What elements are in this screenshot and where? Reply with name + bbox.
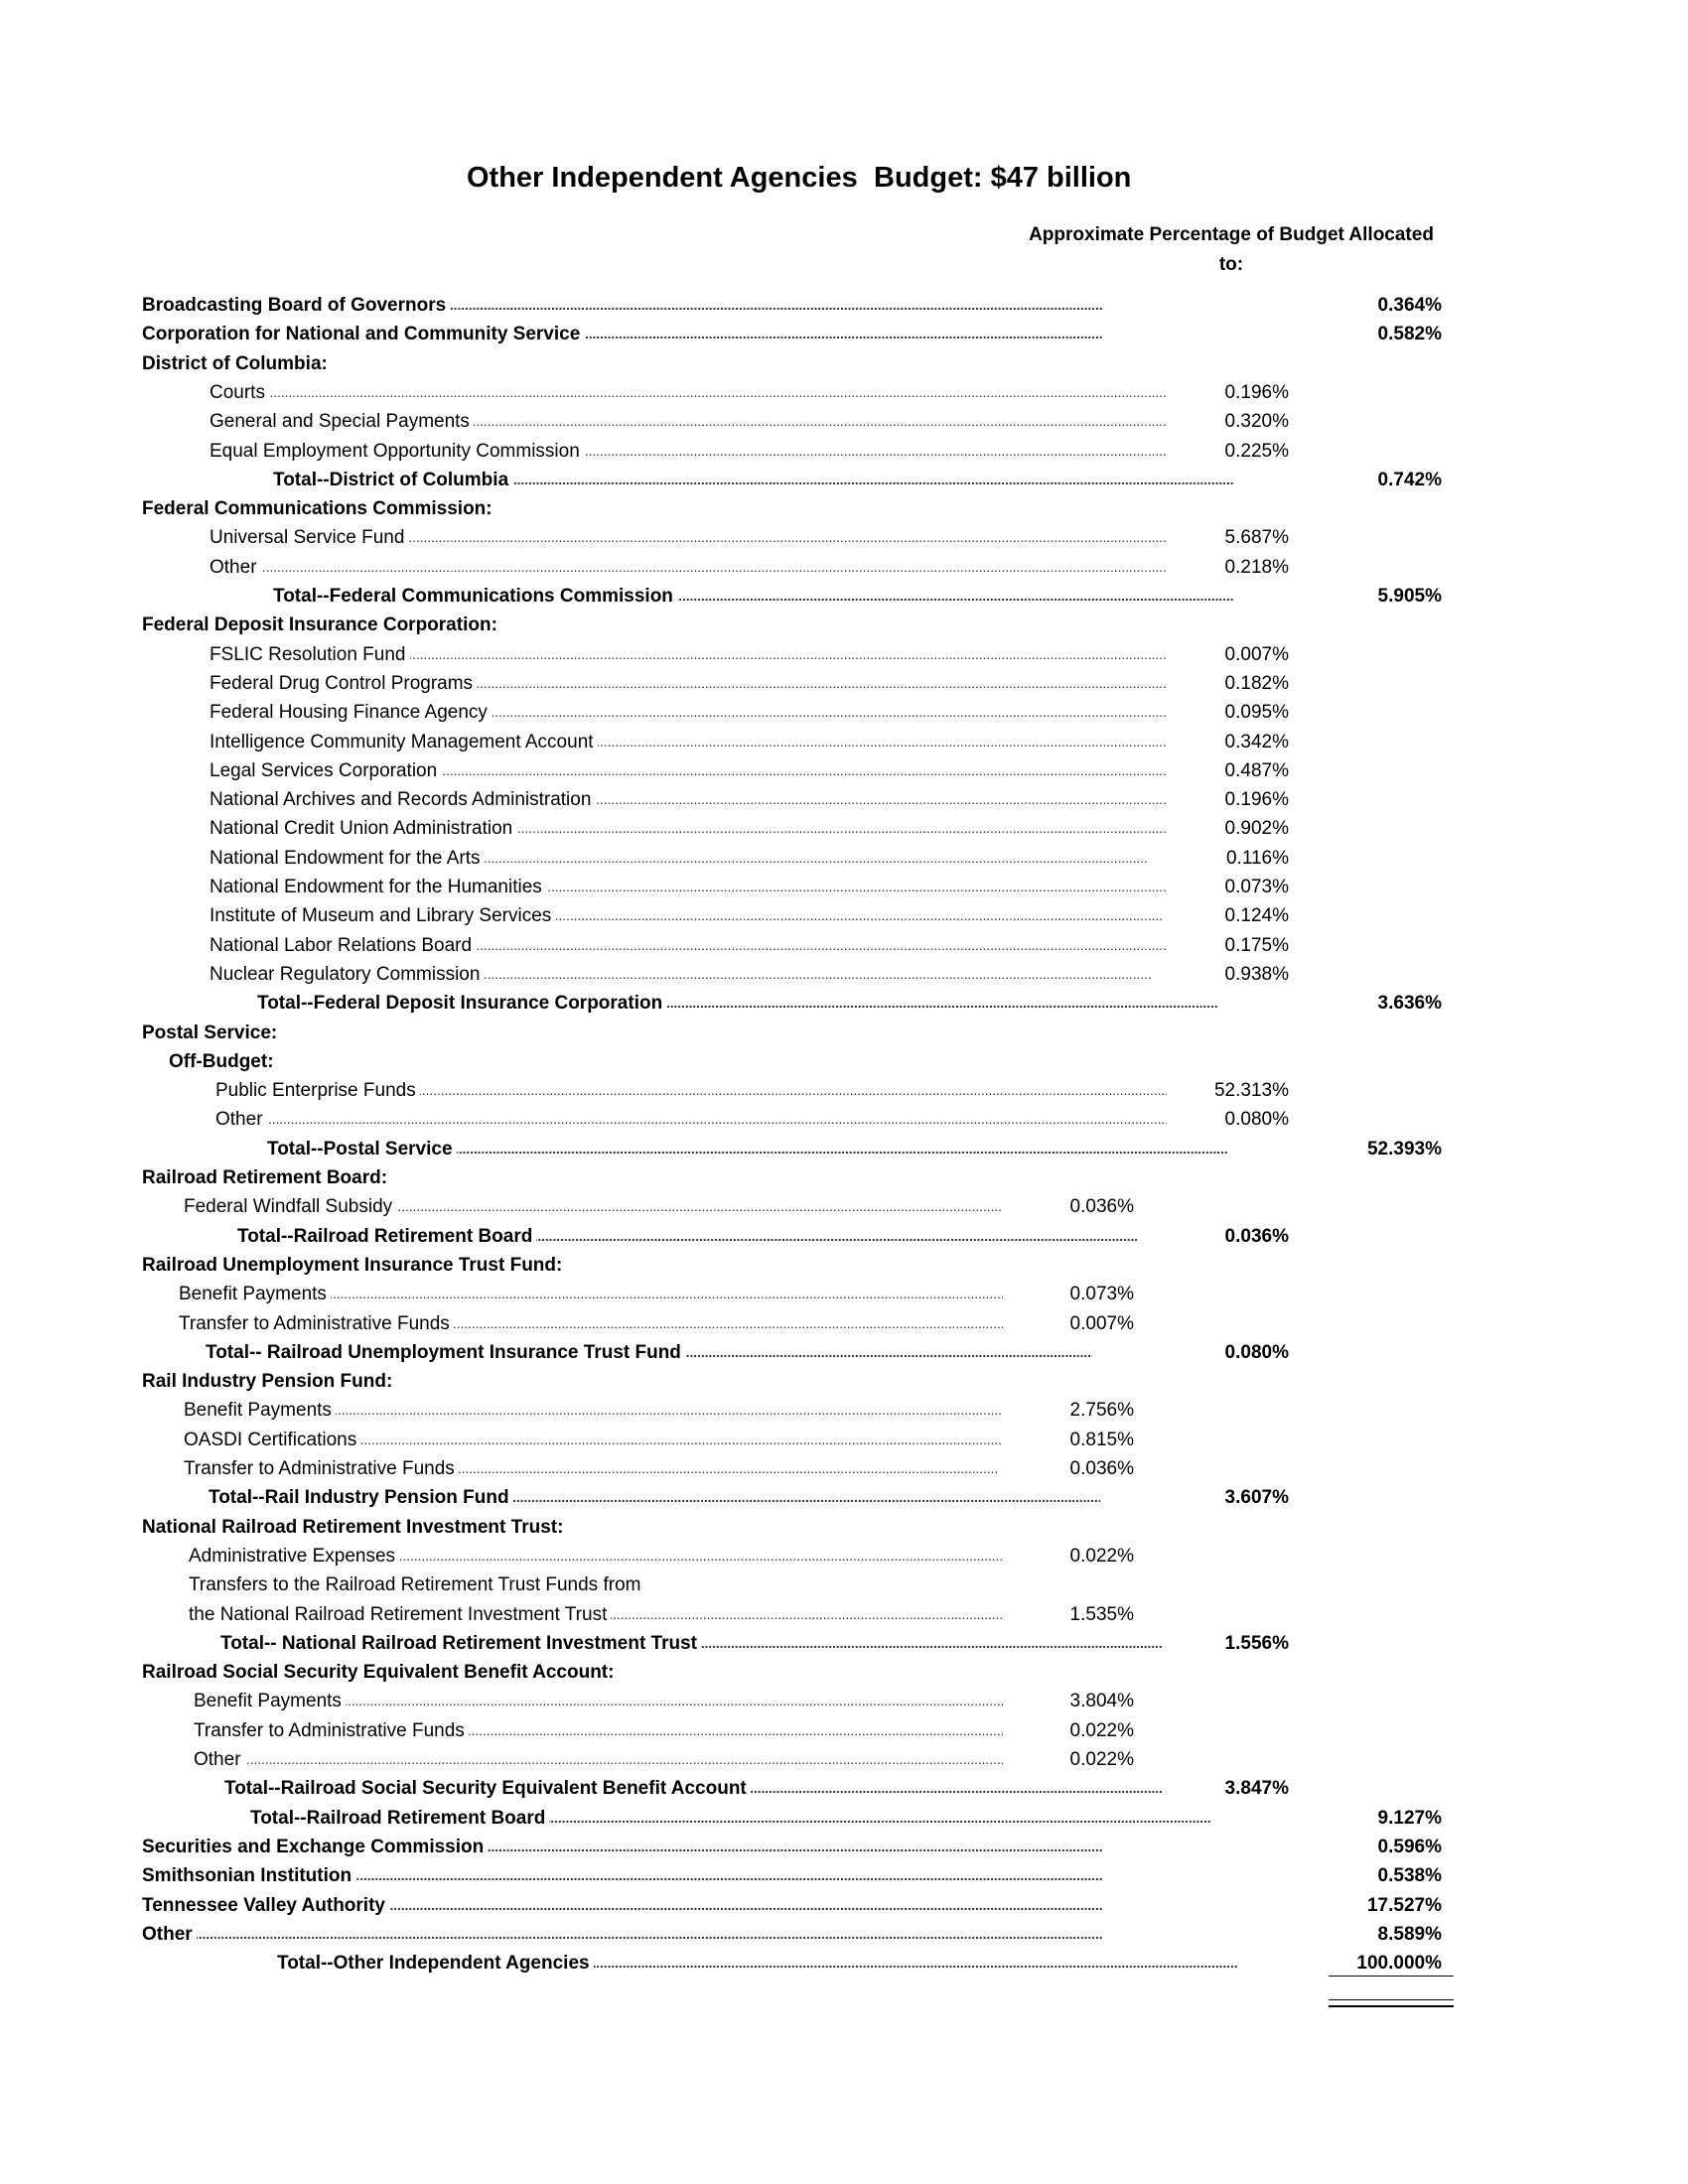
row-label-text: Administrative Expenses <box>189 1546 399 1567</box>
table-row <box>0 1396 1688 1425</box>
row-label <box>210 378 1167 407</box>
table-row <box>0 1280 1688 1308</box>
table-row <box>0 669 1688 698</box>
row-percentage: 3.636% <box>1377 993 1442 1014</box>
table-row <box>0 1426 1688 1454</box>
row-label <box>142 1251 1291 1280</box>
table-row <box>0 1774 1688 1803</box>
row-label <box>210 669 1167 698</box>
table-row <box>0 1920 1688 1949</box>
table-row <box>0 640 1688 669</box>
table-row <box>0 582 1688 611</box>
table-row <box>0 378 1688 407</box>
row-label <box>250 1804 1311 1833</box>
table-row <box>0 1338 1688 1367</box>
row-label <box>189 1600 1003 1629</box>
row-label <box>210 814 1167 843</box>
row-percentage: 0.022% <box>1069 1546 1134 1567</box>
row-percentage: 0.902% <box>1224 818 1289 839</box>
row-percentage: 9.127% <box>1377 1808 1442 1829</box>
table-row <box>0 1949 1688 1978</box>
row-percentage: 0.742% <box>1377 470 1442 490</box>
row-label-text: Institute of Museum and Library Services <box>210 905 555 926</box>
table-row <box>0 349 1688 378</box>
total-double-rule <box>1329 1999 1454 2007</box>
row-label <box>210 756 1167 785</box>
row-label-text: Total-- Railroad Unemployment Insurance Trust Fund <box>206 1342 685 1363</box>
total-rule-top <box>1329 1976 1454 1977</box>
row-label-text: Benefit Payments <box>179 1284 331 1304</box>
row-percentage: 0.487% <box>1224 760 1289 781</box>
row-label <box>273 582 1311 611</box>
row-label <box>142 1367 1291 1396</box>
row-label <box>209 1483 1100 1512</box>
row-label <box>210 901 1162 930</box>
row-percentage: 0.538% <box>1377 1865 1442 1886</box>
title-budget: Budget: $47 billion <box>874 162 1132 194</box>
row-percentage: 0.036% <box>1069 1196 1134 1217</box>
row-percentage: 0.022% <box>1069 1720 1134 1741</box>
row-percentage: 3.804% <box>1069 1691 1134 1711</box>
column-header <box>993 220 1470 280</box>
row-label-text: Transfer to Administrative Funds <box>179 1313 454 1334</box>
table-row <box>0 1745 1688 1774</box>
row-label-text: Total--Railroad Retirement Board <box>237 1226 536 1247</box>
row-label-text: Equal Employment Opportunity Commission <box>210 441 584 462</box>
row-label-text: National Credit Union Administration <box>210 818 516 839</box>
row-label-text: Federal Drug Control Programs <box>210 673 477 694</box>
row-label-text: Federal Communications Commission: <box>142 498 496 519</box>
table-row <box>0 1600 1688 1629</box>
table-row <box>0 1687 1688 1715</box>
table-row <box>0 989 1688 1018</box>
row-percentage: 0.182% <box>1224 673 1289 694</box>
table-row <box>0 901 1688 930</box>
table-row <box>0 1163 1688 1192</box>
table-row <box>0 1833 1688 1861</box>
row-percentage: 0.036% <box>1069 1458 1134 1479</box>
table-row <box>0 1135 1688 1163</box>
table-row <box>0 1891 1688 1920</box>
row-label-text: National Archives and Records Administration <box>210 789 595 810</box>
table-row <box>0 1367 1688 1396</box>
row-label-text: Total--Federal Communications Commission <box>273 586 677 607</box>
row-label <box>184 1426 1003 1454</box>
row-label <box>210 698 1167 727</box>
row-percentage: 0.342% <box>1224 732 1289 752</box>
row-label <box>224 1774 1162 1803</box>
row-label <box>189 1542 1003 1570</box>
row-percentage: 5.687% <box>1224 527 1289 548</box>
column-header-line1: Approximate Percentage of Budget Allocated <box>1029 224 1434 245</box>
row-label <box>215 1105 1167 1134</box>
table-row <box>0 1658 1688 1687</box>
row-label <box>206 1338 1092 1367</box>
row-label-text: National Endowment for the Arts <box>210 848 484 869</box>
row-label <box>215 1076 1167 1105</box>
table-row <box>0 1192 1688 1221</box>
row-percentage: 0.175% <box>1224 935 1289 956</box>
row-label-text: Other <box>194 1749 245 1770</box>
row-percentage: 0.116% <box>1225 848 1289 869</box>
row-label-text: National Endowment for the Humanities <box>210 877 546 897</box>
row-label-text: Total--District of Columbia <box>273 470 512 490</box>
row-label-text: Rail Industry Pension Fund: <box>142 1371 396 1392</box>
row-label <box>194 1716 1003 1745</box>
row-label <box>210 873 1167 901</box>
row-percentage: 3.607% <box>1224 1487 1289 1508</box>
row-label <box>142 1019 1291 1047</box>
row-label-text: Courts <box>210 382 269 403</box>
row-percentage: 0.196% <box>1224 789 1289 810</box>
row-label-text: Total--Railroad Retirement Board <box>250 1808 549 1829</box>
table-row <box>0 407 1688 436</box>
table-row <box>0 1105 1688 1134</box>
row-label <box>142 291 1311 320</box>
row-percentage: 52.313% <box>1213 1080 1289 1101</box>
row-label-text: Federal Windfall Subsidy <box>184 1196 396 1217</box>
row-label <box>142 494 1291 523</box>
table-row <box>0 466 1688 494</box>
row-percentage: 17.527% <box>1366 1895 1442 1916</box>
row-label-text: Corporation for National and Community Service <box>142 324 584 344</box>
table-row <box>0 437 1688 466</box>
row-label-text: Securities and Exchange Commission <box>142 1837 488 1857</box>
row-label-text: General and Special Payments <box>210 411 474 432</box>
row-label <box>210 407 1167 436</box>
row-label <box>210 553 1167 582</box>
table-row <box>0 1483 1688 1512</box>
row-percentage: 0.007% <box>1069 1313 1134 1334</box>
table-row <box>0 523 1688 552</box>
row-label-text: Total-- National Railroad Retirement Investment Trust <box>220 1633 701 1654</box>
row-label <box>210 960 1152 989</box>
table-row <box>0 553 1688 582</box>
row-label <box>142 349 1291 378</box>
table-row <box>0 728 1688 756</box>
table-row <box>0 494 1688 523</box>
table-row <box>0 1019 1688 1047</box>
row-label-text: Nuclear Regulatory Commission <box>210 964 484 985</box>
row-label-text: National Railroad Retirement Investment Trust: <box>142 1517 567 1538</box>
row-percentage: 0.196% <box>1224 382 1289 403</box>
row-label <box>142 1861 1311 1890</box>
row-label-text: Other <box>142 1924 197 1945</box>
row-label-text: Off-Budget: <box>169 1051 278 1072</box>
row-label <box>277 1949 1311 1978</box>
table-row <box>0 291 1688 320</box>
row-label-text: Benefit Payments <box>194 1691 346 1711</box>
row-label-text: OASDI Certifications <box>184 1430 360 1450</box>
table-row <box>0 1513 1688 1542</box>
row-label-text: Total--Federal Deposit Insurance Corporation <box>257 993 666 1014</box>
row-label <box>142 1658 1291 1687</box>
row-label <box>210 523 1167 552</box>
row-label <box>179 1309 1003 1338</box>
row-label <box>210 728 1167 756</box>
row-label <box>210 931 1167 960</box>
row-label <box>210 844 1147 873</box>
row-label-text: Railroad Unemployment Insurance Trust Fund: <box>142 1255 566 1276</box>
row-percentage: 3.847% <box>1224 1778 1289 1799</box>
row-label <box>189 1570 1291 1599</box>
row-label-text: Total--Postal Service <box>267 1139 457 1160</box>
row-label-text: Transfer to Administrative Funds <box>194 1720 469 1741</box>
row-label <box>184 1396 1003 1425</box>
row-label-text: Federal Housing Finance Agency <box>210 702 492 723</box>
table-row <box>0 873 1688 901</box>
row-percentage: 2.756% <box>1069 1400 1134 1421</box>
row-percentage: 0.938% <box>1224 964 1289 985</box>
table-row <box>0 611 1688 639</box>
row-label-text: Benefit Payments <box>184 1400 336 1421</box>
table-row <box>0 931 1688 960</box>
row-label-text: Total--Rail Industry Pension Fund <box>209 1487 513 1508</box>
row-percentage: 0.124% <box>1224 905 1289 926</box>
row-percentage: 0.596% <box>1377 1837 1442 1857</box>
table-row <box>0 1570 1688 1599</box>
row-percentage: 0.073% <box>1224 877 1289 897</box>
row-percentage: 0.080% <box>1224 1109 1289 1130</box>
table-row <box>0 1076 1688 1105</box>
column-header-line2: to: <box>1218 254 1244 275</box>
table-row <box>0 1251 1688 1280</box>
table-row <box>0 814 1688 843</box>
table-row <box>0 844 1688 873</box>
table-row <box>0 1309 1688 1338</box>
table-row <box>0 1861 1688 1890</box>
row-label-text: Universal Service Fund <box>210 527 408 548</box>
row-label-text: Other <box>210 557 261 578</box>
row-label-text: the National Railroad Retirement Investment Trust <box>189 1604 611 1625</box>
row-label-text: Railroad Retirement Board: <box>142 1167 391 1188</box>
row-label <box>184 1454 998 1483</box>
row-label-text: Legal Services Corporation <box>210 760 441 781</box>
table-row <box>0 698 1688 727</box>
row-label-text: Tennessee Valley Authority <box>142 1895 389 1916</box>
row-label-text: Federal Deposit Insurance Corporation: <box>142 614 501 635</box>
row-label-text: National Labor Relations Board <box>210 935 476 956</box>
row-percentage: 1.535% <box>1069 1604 1134 1625</box>
row-label <box>237 1222 1137 1251</box>
table-row <box>0 320 1688 348</box>
table-row <box>0 785 1688 814</box>
row-label <box>194 1687 1003 1715</box>
row-label <box>267 1135 1309 1163</box>
table-row <box>0 1454 1688 1483</box>
row-label-text: FSLIC Resolution Fund <box>210 644 410 665</box>
row-percentage: 1.556% <box>1224 1633 1289 1654</box>
row-percentage: 0.320% <box>1224 411 1289 432</box>
title-agency: Other Independent Agencies <box>467 162 858 194</box>
row-percentage: 0.073% <box>1069 1284 1134 1304</box>
table-row <box>0 756 1688 785</box>
row-percentage: 5.905% <box>1377 586 1442 607</box>
row-percentage: 0.007% <box>1224 644 1289 665</box>
row-label <box>169 1047 1291 1076</box>
table-row <box>0 1629 1688 1658</box>
row-label <box>210 437 1167 466</box>
row-label-text: Total--Other Independent Agencies <box>277 1953 594 1974</box>
row-label-text: Broadcasting Board of Governors <box>142 295 450 316</box>
row-label <box>142 1513 1291 1542</box>
row-label-text: Transfer to Administrative Funds <box>184 1458 459 1479</box>
row-percentage: 0.225% <box>1224 441 1289 462</box>
table-row <box>0 1716 1688 1745</box>
row-label <box>142 1891 1311 1920</box>
row-label <box>142 1920 1281 1949</box>
table-row <box>0 1542 1688 1570</box>
row-label-text: District of Columbia: <box>142 353 332 374</box>
row-percentage: 0.080% <box>1224 1342 1289 1363</box>
row-label-text: Smithsonian Institution <box>142 1865 355 1886</box>
row-label <box>220 1629 1162 1658</box>
row-label <box>194 1745 1003 1774</box>
row-label <box>184 1192 1003 1221</box>
row-label <box>210 785 1167 814</box>
row-label <box>257 989 1309 1018</box>
table-row <box>0 1047 1688 1076</box>
row-label <box>142 611 1291 639</box>
row-label <box>142 1833 1311 1861</box>
row-label-text: Intelligence Community Management Account <box>210 732 598 752</box>
row-percentage: 0.095% <box>1224 702 1289 723</box>
table-row <box>0 1222 1688 1251</box>
table-row <box>0 960 1688 989</box>
row-label <box>210 640 1167 669</box>
row-percentage: 52.393% <box>1366 1139 1442 1160</box>
row-percentage: 0.036% <box>1224 1226 1289 1247</box>
row-label <box>179 1280 1003 1308</box>
row-label-text: Transfers to the Railroad Retirement Trust Funds from <box>189 1574 644 1595</box>
row-label <box>273 466 1311 494</box>
row-label-text: Public Enterprise Funds <box>215 1080 420 1101</box>
row-label-text: Total--Railroad Social Security Equivalent Benefit Account <box>224 1778 751 1799</box>
row-percentage: 8.589% <box>1377 1924 1442 1945</box>
row-label <box>142 320 1311 348</box>
row-percentage: 0.582% <box>1377 324 1442 344</box>
table-row <box>0 1804 1688 1833</box>
row-percentage: 0.364% <box>1377 295 1442 316</box>
row-label <box>142 1163 1291 1192</box>
row-percentage: 0.815% <box>1069 1430 1134 1450</box>
row-percentage: 0.218% <box>1224 557 1289 578</box>
row-label-text: Railroad Social Security Equivalent Benefit Account: <box>142 1662 618 1683</box>
row-percentage: 0.022% <box>1069 1749 1134 1770</box>
row-label-text: Postal Service: <box>142 1023 281 1043</box>
row-label-text: Other <box>215 1109 267 1130</box>
row-percentage: 100.000% <box>1356 1953 1442 1974</box>
